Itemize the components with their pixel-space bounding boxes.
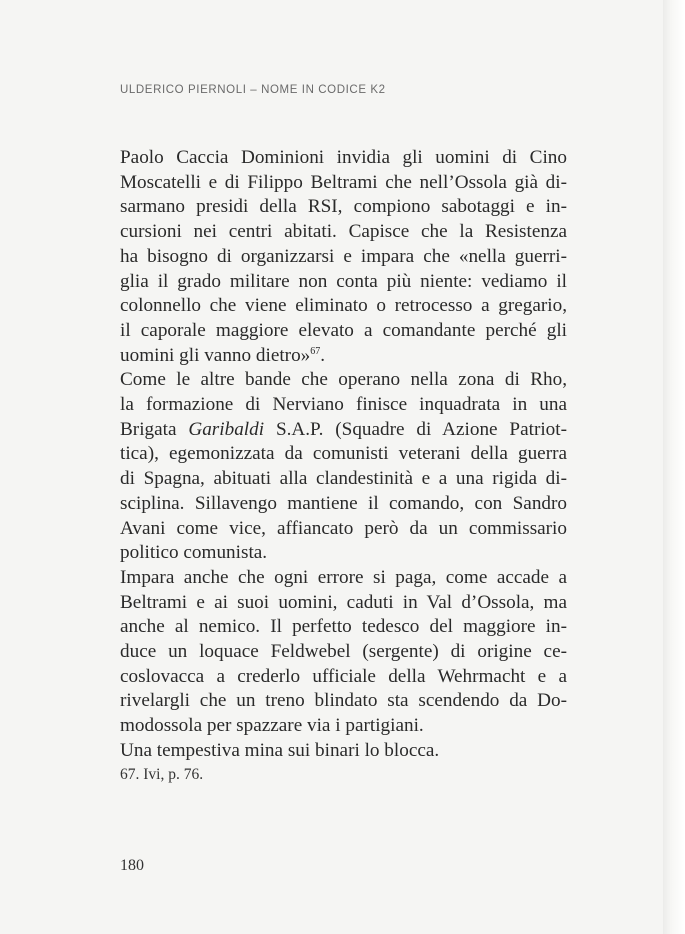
text-line: glia il grado militare non conta più niente: vediamo il [120,270,567,292]
text-line: Una tempestiva mina sui binari lo blocca. [120,739,440,761]
footnote-reference: 67 [310,345,321,357]
text-line: colonnello che viene eliminato o retrocesso a gregario, [120,295,567,317]
body-text [120,146,567,764]
text-line: la formazione di Nerviano finisce inquadrata in una [120,394,567,416]
text-line: cursioni nei centri abitati. Capisce che la Resistenza [120,221,567,243]
text-line [120,344,567,369]
text-line [120,418,567,443]
text-line: politico comunista. [120,542,268,564]
page-number: 180 [120,857,144,874]
text-line: anche al nemico. Il perfetto tedesco del maggiore in- [120,616,567,638]
text-line: Moscatelli e di Filippo Beltrami che nell’Ossola già di- [120,171,567,193]
text-line: duce un loquace Feldwebel (sergente) di origine ce- [120,641,567,663]
page-gutter-shadow [663,0,685,934]
text-line: Impara anche che ogni errore si paga, come accade a [120,566,567,588]
text-line: Avani come vice, affiancato però da un commissario [120,517,567,539]
running-head: ULDERICO PIERNOLI – NOME IN CODICE K2 [120,84,386,96]
text-line: sciplina. Sillavengo mantiene il comando, con Sandro [120,492,567,514]
text-fragment: Brigata [120,418,189,440]
text-line: ha bisogno di organizzarsi e impara che «nella guerri- [120,245,567,267]
footnote: 67. Ivi, p. 76. [120,766,204,783]
italic-brigade-name: Garibaldi [188,418,265,440]
text-line: coslovacca a crederlo ufficiale della Wehrmacht e a [120,665,567,687]
text-line: il caporale maggiore elevato a comandante perché gli [120,319,567,341]
text-line: Come le altre bande che operano nella zona di Rho, [120,369,567,391]
text-line: rivelargli che un treno blindato sta scendendo da Do- [120,690,567,712]
text-fragment: S.A.P. (Squadre di Azione Patriot- [264,418,567,440]
text-fragment: . [320,344,326,366]
text-line: Paolo Caccia Dominioni invidia gli uomini di Cino [120,147,567,168]
text-line: di Spagna, abituati alla clandestinità e a una rigida di- [120,468,567,490]
text-line: sarmano presidi della RSI, compiono sabotaggi e in- [120,196,567,218]
text-line: tica), egemonizzata da comunisti veterani della guerra [120,443,567,465]
text-line: Beltrami e ai suoi uomini, caduti in Val d’Ossola, ma [120,591,567,613]
text-fragment: uomini gli vanno dietro» [120,344,311,366]
text-line: modossola per spazzare via i partigiani. [120,715,424,737]
